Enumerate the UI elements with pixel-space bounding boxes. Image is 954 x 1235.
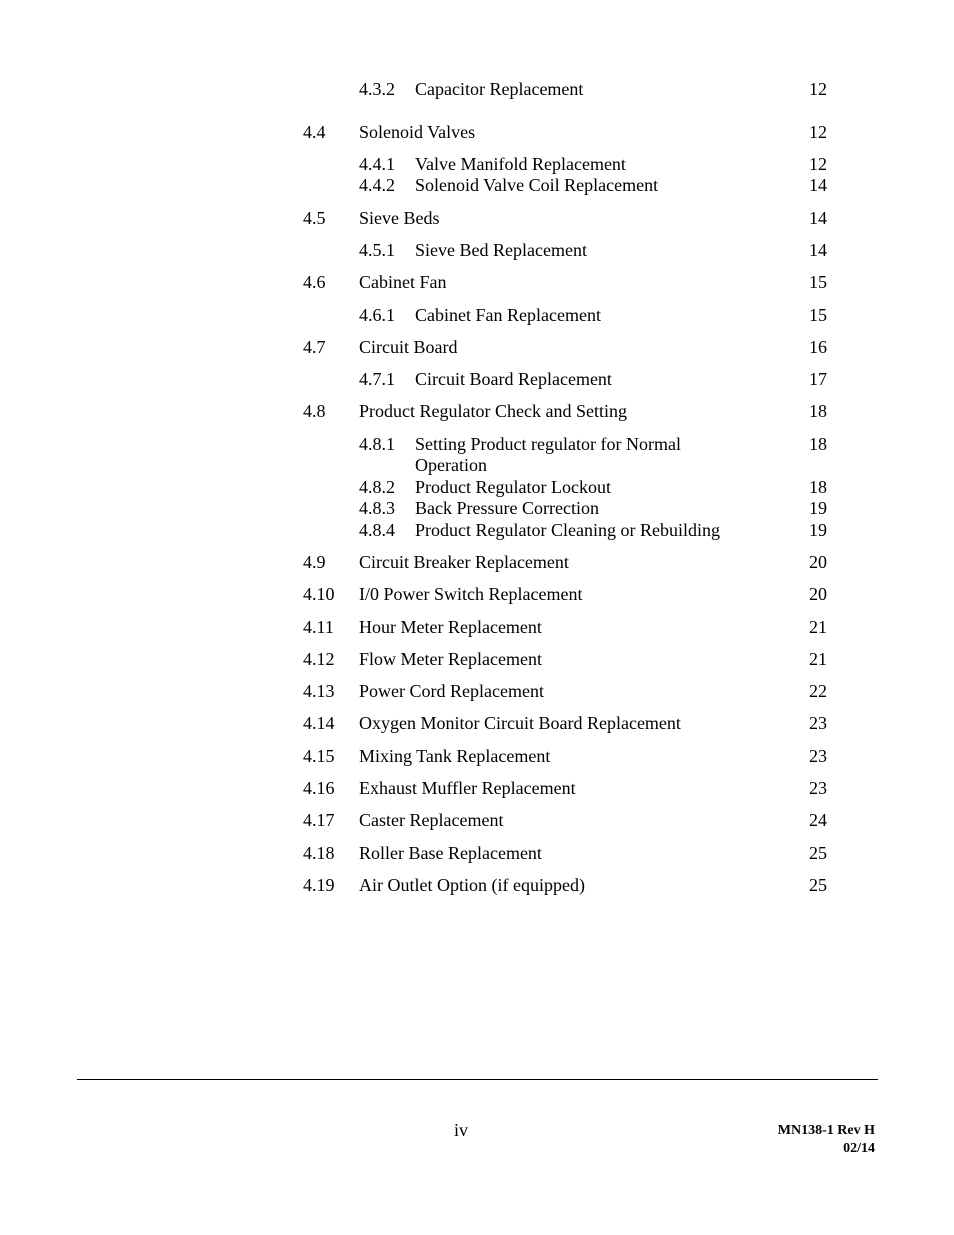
toc-entry-page: 14 <box>809 240 827 260</box>
toc-entry-title: Solenoid Valves <box>359 122 476 142</box>
toc-entry-number: 4.19 <box>303 875 335 895</box>
toc-entry-page: 23 <box>809 713 827 733</box>
footer-document-info <box>740 1122 875 1158</box>
toc-entry-title: Setting Product regulator for Normal Operation <box>415 434 681 475</box>
footer-divider <box>77 1079 878 1080</box>
toc-entry-page: 19 <box>809 520 827 540</box>
footer-doc-date: 02/14 <box>843 1141 875 1156</box>
toc-entry-page: 21 <box>809 649 827 669</box>
toc-entry-number: 4.11 <box>303 617 334 637</box>
toc-entry-page: 19 <box>809 498 827 518</box>
toc-entry-number: 4.3.2 <box>359 79 395 99</box>
toc-entry-page: 21 <box>809 617 827 637</box>
toc-entry-page: 15 <box>809 305 827 325</box>
toc-entry-title: Power Cord Replacement <box>359 681 544 701</box>
toc-entry-title: Valve Manifold Replacement <box>415 154 626 174</box>
toc-entry-number: 4.5 <box>303 208 326 228</box>
toc-entry-number: 4.5.1 <box>359 240 395 260</box>
toc-entry-title: Cabinet Fan Replacement <box>415 305 601 325</box>
toc-entry-title: I/0 Power Switch Replacement <box>359 584 583 604</box>
toc-entry-page: 18 <box>809 401 827 421</box>
toc-entry-page: 20 <box>809 584 827 604</box>
toc-entry-title: Sieve Bed Replacement <box>415 240 587 260</box>
toc-entry-title: Exhaust Muffler Replacement <box>359 778 576 798</box>
toc-entry-page: 20 <box>809 552 827 572</box>
toc-entry-number: 4.4.1 <box>359 154 395 174</box>
toc-entry-number: 4.8.3 <box>359 498 395 518</box>
toc-entry-number: 4.17 <box>303 810 335 830</box>
toc-entry-number: 4.8.4 <box>359 520 395 540</box>
toc-entry-number: 4.16 <box>303 778 335 798</box>
toc-entry-title: Circuit Breaker Replacement <box>359 552 569 572</box>
toc-entry-title: Circuit Board <box>359 337 458 357</box>
toc-entry-title: Solenoid Valve Coil Replacement <box>415 175 659 195</box>
toc-entry-page: 14 <box>809 208 827 228</box>
toc-entry-number: 4.6.1 <box>359 305 395 325</box>
toc-entry-page: 25 <box>809 875 827 895</box>
toc-entry-page: 17 <box>809 369 827 389</box>
toc-entry-number: 4.8.2 <box>359 477 395 497</box>
toc-entry-page: 24 <box>809 810 827 830</box>
toc-entry-number: 4.7 <box>303 337 326 357</box>
toc-entry-title: Cabinet Fan <box>359 272 447 292</box>
toc-entry-number: 4.15 <box>303 746 335 766</box>
toc-entry-page: 23 <box>809 778 827 798</box>
toc-entry-page: 14 <box>809 175 827 195</box>
toc-entry-title: Circuit Board Replacement <box>415 369 612 389</box>
toc-entry-title: Product Regulator Check and Setting <box>359 401 627 421</box>
toc-entry-title: Caster Replacement <box>359 810 504 830</box>
toc-entry-number: 4.8.1 <box>359 434 395 454</box>
toc-entry-page: 12 <box>809 79 827 99</box>
toc-entry-title: Hour Meter Replacement <box>359 617 542 637</box>
toc-entry-title: Oxygen Monitor Circuit Board Replacement <box>359 713 681 733</box>
toc-entry-number: 4.10 <box>303 584 335 604</box>
toc-entry-title: Flow Meter Replacement <box>359 649 542 669</box>
toc-entry-title: Air Outlet Option (if equipped) <box>359 875 585 895</box>
toc-entry-page: 12 <box>809 154 827 174</box>
toc-entry-number: 4.14 <box>303 713 335 733</box>
toc-entry-number: 4.4.2 <box>359 175 395 195</box>
toc-entry-page: 25 <box>809 843 827 863</box>
toc-entry-number: 4.12 <box>303 649 335 669</box>
toc-entry-page: 23 <box>809 746 827 766</box>
toc-entry-number: 4.9 <box>303 552 326 572</box>
toc-entry-title: Product Regulator Lockout <box>415 477 611 497</box>
toc-entry-number: 4.4 <box>303 122 326 142</box>
footer-page-number: iv <box>454 1120 469 1140</box>
toc-entry-title: Capacitor Replacement <box>415 79 584 99</box>
toc-entry-title: Product Regulator Cleaning or Rebuilding <box>415 520 720 540</box>
toc-entry-number: 4.8 <box>303 401 326 421</box>
footer-doc-id: MN138-1 Rev H <box>777 1123 875 1138</box>
toc-entry-title: Mixing Tank Replacement <box>359 746 551 766</box>
toc-entry-number: 4.18 <box>303 843 335 863</box>
toc-entry-page: 18 <box>809 477 827 497</box>
toc-entry-number: 4.13 <box>303 681 335 701</box>
toc-entry-page: 15 <box>809 272 827 292</box>
toc-entry-page: 18 <box>809 434 827 454</box>
toc-entry-title: Roller Base Replacement <box>359 843 542 863</box>
toc-entry-number: 4.7.1 <box>359 369 395 389</box>
toc-entry-title: Back Pressure Correction <box>415 498 599 518</box>
toc-entry-page: 22 <box>809 681 827 701</box>
toc-entry-page: 16 <box>809 337 827 357</box>
toc-entry-page: 12 <box>809 122 827 142</box>
toc-entry-number: 4.6 <box>303 272 326 292</box>
toc-entry-title: Sieve Beds <box>359 208 440 228</box>
